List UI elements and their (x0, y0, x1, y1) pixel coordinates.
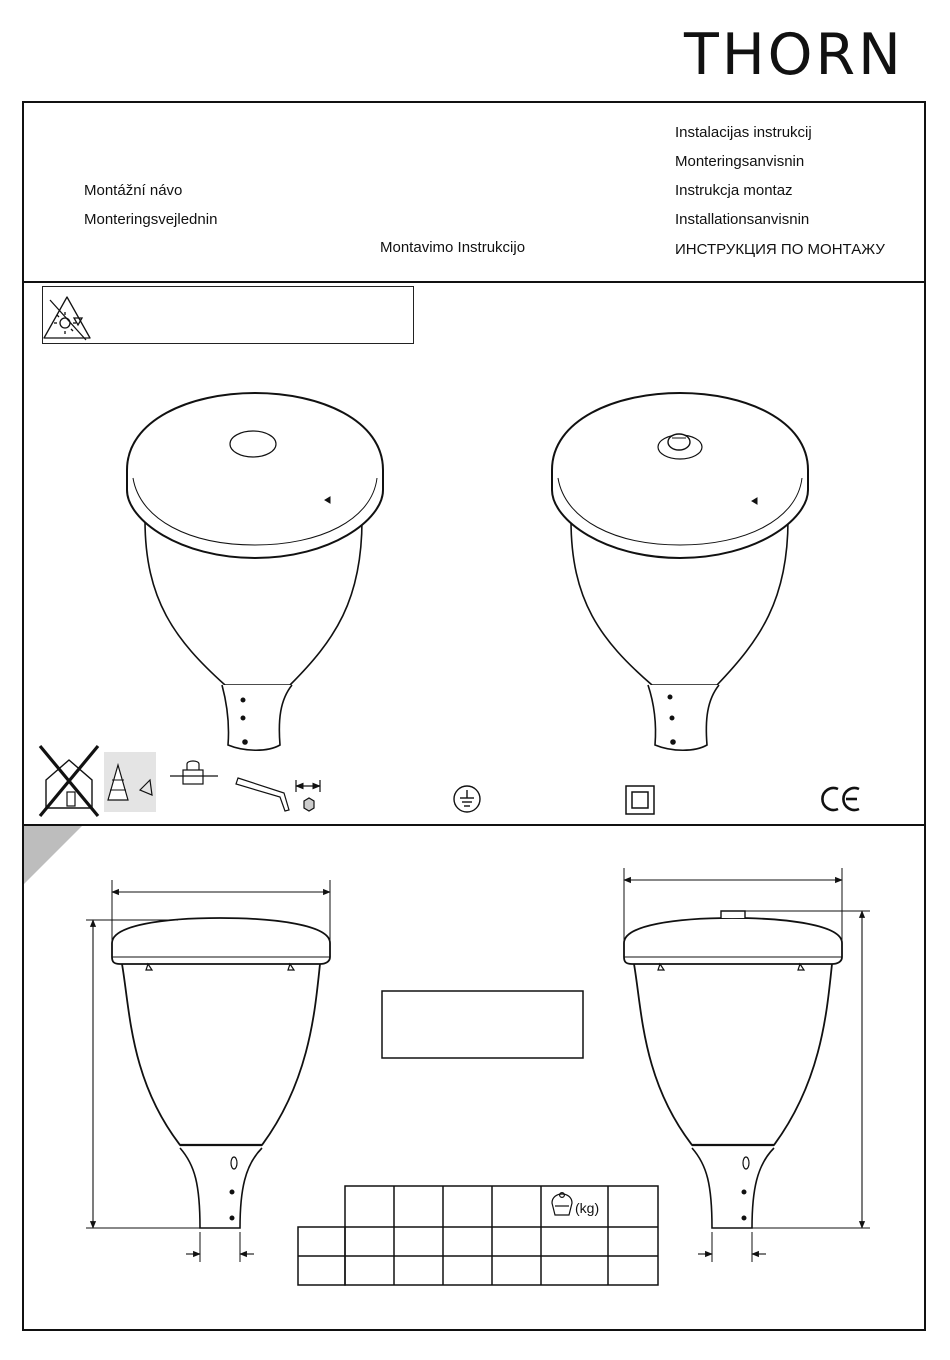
class-ii-insulation-icon (626, 786, 654, 814)
specs-table (298, 1186, 658, 1285)
corner-marker (24, 826, 82, 884)
brand-logo: THORN (684, 22, 904, 88)
luminaire-side-view-right (624, 868, 870, 1262)
outdoor-use-icon (104, 752, 156, 812)
luminaire-side-view-left (86, 880, 330, 1262)
enclosed-lamp-icon (170, 761, 218, 784)
weight-icon (552, 1193, 572, 1215)
title-pl: Instrukcja montaz (675, 182, 793, 199)
luminaire-perspective-knob (552, 393, 808, 750)
protective-earth-icon (454, 786, 480, 812)
title-sv: Installationsanvisnin (675, 211, 810, 228)
title-cs: Montážní návo (84, 182, 183, 199)
label-box (382, 991, 583, 1058)
title-no: Monteringsanvisnin (675, 153, 805, 170)
allen-key-icon (236, 778, 320, 811)
luminaire-perspective-plain (127, 393, 383, 750)
title-da: Monteringsvejlednin (84, 211, 218, 228)
not-for-indoor-use-icon (40, 746, 98, 816)
title-lv: Instalacijas instrukcij (675, 124, 812, 141)
no-direct-sunlight-warning-icon (44, 297, 90, 340)
weight-unit-label: (kg) (575, 1200, 600, 1216)
title-lt: Montavimo Instrukcijo (380, 239, 526, 256)
title-ru: ИНСТРУКЦИЯ ПО МОНТАЖУ (675, 241, 885, 258)
ce-mark-icon (822, 788, 859, 810)
